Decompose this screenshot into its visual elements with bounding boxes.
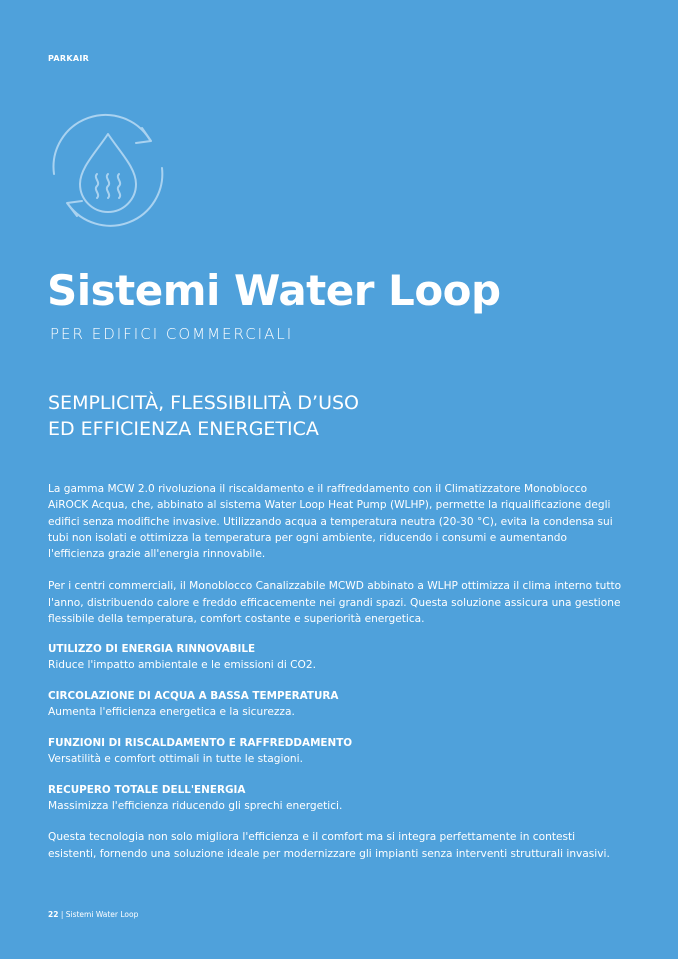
intro-paragraph-1: La gamma MCW 2.0 rivoluziona il riscaldamento e il raffreddamento con il Climatizzatore Monoblocco AiROCK Acqua, che, abbinato al sistema Water Loop Heat Pump (WLHP), permette la riqualificazione degli edifici senza modifiche invasive. Utilizzando acqua a temperatura neutra (20-30 °C), evita la condensa sui tubi non isolati e ottimizza la temperatura per ogni ambiente, riducendo i consumi e aumentando l'efficienza grazie all'energia rinnovabile. — [48, 483, 613, 561]
section-headline — [48, 390, 568, 442]
page-number: 22 — [48, 910, 59, 919]
feature-item — [48, 688, 623, 720]
feature-text: Versatilità e comfort ottimali in tutte le stagioni. — [48, 753, 303, 766]
feature-text: Massimizza l'efficienza riducendo gli sprechi energetici. — [48, 800, 343, 813]
brand-label: PARKAIR — [48, 54, 90, 63]
feature-title: UTILIZZO DI ENERGIA RINNOVABILE — [48, 643, 256, 656]
feature-item — [48, 641, 623, 673]
water-drop-cycle-icon — [46, 112, 172, 232]
feature-title: FUNZIONI DI RISCALDAMENTO E RAFFREDDAMENTO — [48, 737, 353, 750]
closing-paragraph: Questa tecnologia non solo migliora l'efficienza e il comfort ma si integra perfettamente in contesti esistenti, fornendo una soluzione ideale per modernizzare gli impianti senza interventi strutturali invasivi. — [48, 831, 610, 860]
feature-text: Aumenta l'efficienza energetica e la sicurezza. — [48, 706, 295, 719]
feature-item — [48, 782, 623, 814]
footer-section: Sistemi Water Loop — [65, 910, 139, 919]
feature-item — [48, 735, 623, 767]
intro-paragraph-2: Per i centri commerciali, il Monoblocco Canalizzabile MCWD abbinato a WLHP ottimizza il clima interno tutto l'anno, distribuendo calore e freddo efficacemente nei grandi spazi. Questa soluzione assicura una gestione flessibile della temperatura, comfort costante e superiorità energetica. — [48, 580, 622, 626]
body-content — [48, 481, 623, 862]
feature-title: RECUPERO TOTALE DELL'ENERGIA — [48, 784, 246, 797]
page-title: Sistemi Water Loop — [47, 266, 501, 315]
feature-text: Riduce l'impatto ambientale e le emissioni di CO2. — [48, 659, 316, 672]
feature-title: CIRCOLAZIONE DI ACQUA A BASSA TEMPERATURA — [48, 690, 339, 703]
headline-line-1: SEMPLICITÀ, FLESSIBILITÀ D’USO — [48, 392, 360, 414]
footer-separator: | — [58, 910, 66, 919]
page-subtitle: PER EDIFICI COMMERCIALI — [50, 325, 294, 343]
page-footer — [48, 910, 138, 919]
headline-line-2: ED EFFICIENZA ENERGETICA — [48, 418, 319, 440]
